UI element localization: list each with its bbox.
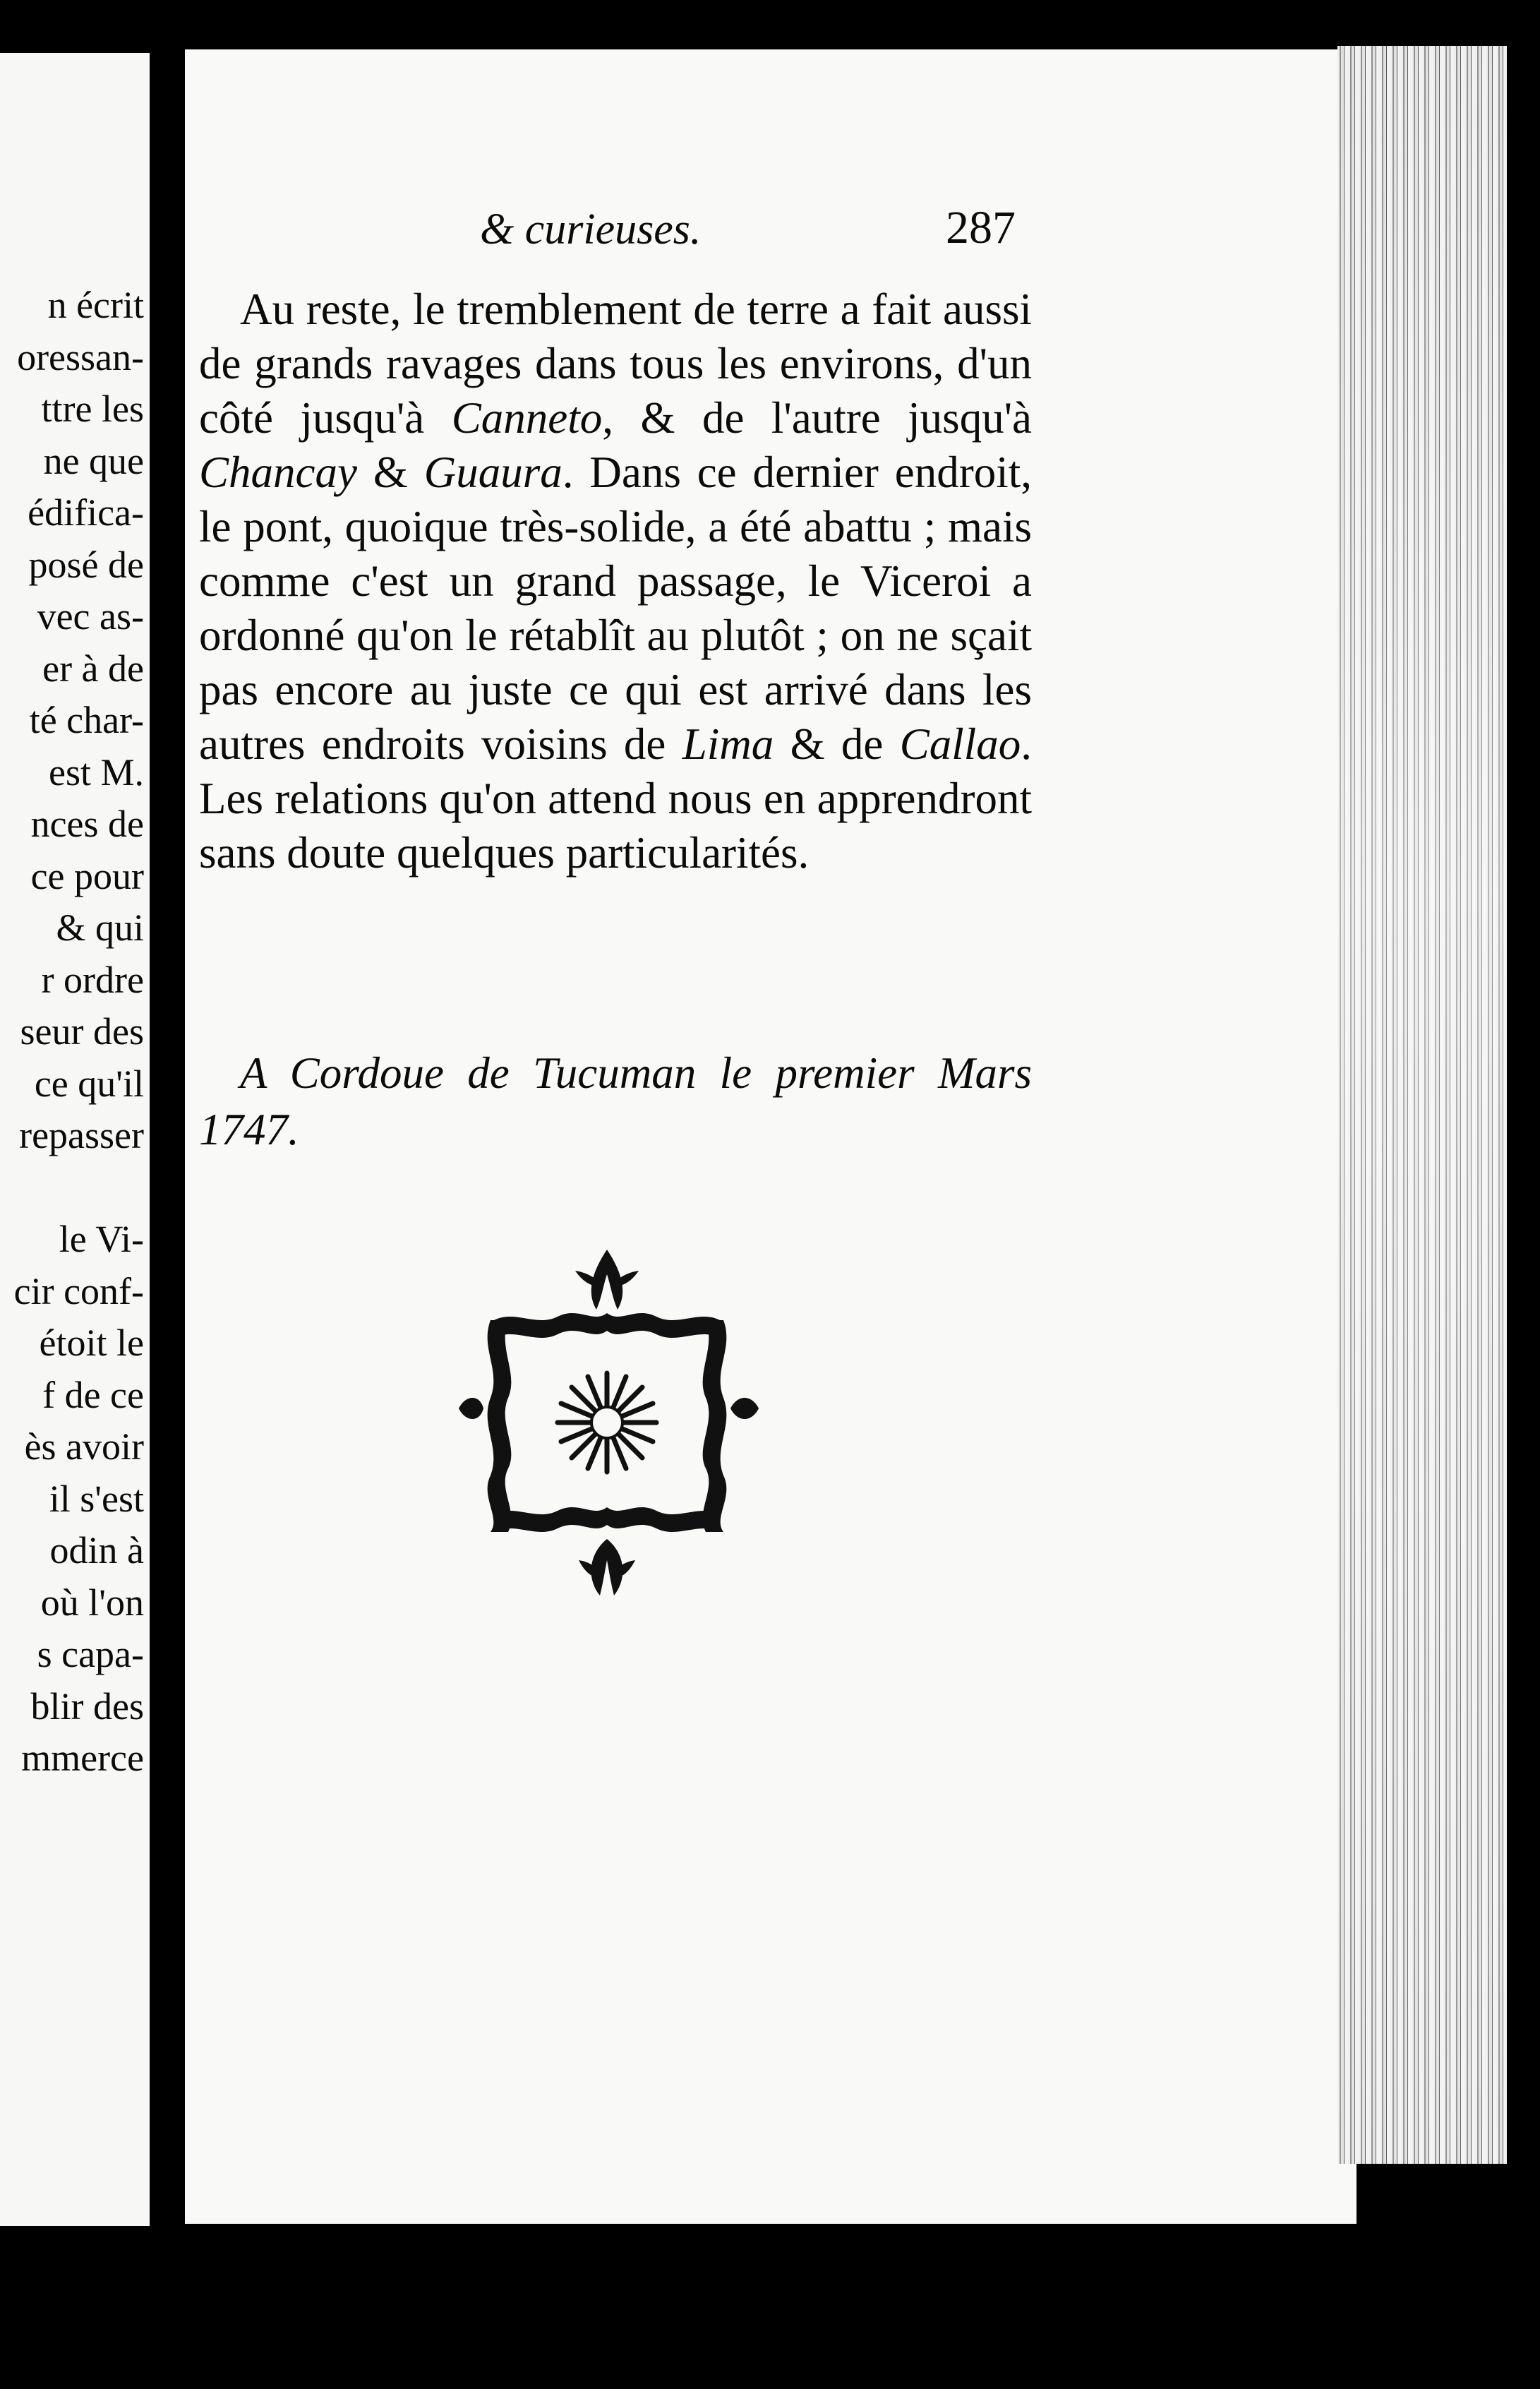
page-number: 287 [946,202,1016,253]
left-page-line: odin à [49,1529,144,1571]
place-name: Canneto [451,393,603,443]
left-page-line: ttre les [41,388,144,430]
left-page-line: posé de [28,543,144,586]
text-run: , & de l'autre jusqu'à [602,393,1033,443]
left-page-line: té char- [29,699,144,741]
left-page-line: s capa- [37,1633,144,1675]
left-page-line: f de ce [42,1373,144,1416]
place-name: Guaura [423,448,563,497]
left-page-line: blir des [30,1684,144,1728]
left-page-line: seur des [20,1010,144,1053]
left-page [0,53,150,2226]
left-page-line: étoit le [39,1322,144,1364]
left-page-line: est M. [49,750,144,794]
left-page-line: mmerce [21,1737,144,1779]
place-name: Lima [682,719,774,769]
left-page-line: ce qu'il [34,1062,144,1105]
text-run: Au reste, le tremblement de terre a fait aussi de grands ravages dans tous les environs, d'un côté jusqu'à [199,285,1032,443]
text-run: . Les relations qu'on attend nous en apprendront sans doute quelques particularités. [199,719,1032,878]
left-page-line: ès avoir [24,1425,144,1468]
text-run: & [356,448,424,497]
left-page-line: édifica- [28,491,144,534]
left-page-line: cir conf- [13,1269,144,1312]
left-page-line: n écrit [47,284,144,326]
fleuron-ornament-icon [452,1243,762,1610]
left-page-line: ce pour [30,854,144,897]
left-page-line: oressan- [17,335,144,378]
left-page-line: & qui [56,906,144,949]
place-name: Chancay [199,448,357,497]
left-page-line: le Vi- [59,1218,144,1260]
left-page-line: il s'est [49,1477,144,1520]
left-page-line: vec as- [37,595,144,637]
body-text [199,282,1032,880]
left-page-line: ne que [43,439,144,482]
left-page-line: er à de [42,647,144,690]
paragraph [199,282,1032,880]
running-head: & curieuses. [480,205,702,253]
place-name: Callao [899,719,1021,769]
page-edge-shading [1337,46,1507,2164]
text-run: & de [774,719,900,769]
closing-dateline: A Cordoue de Tucuman le premier Mars 1747. [199,1048,1032,1154]
left-page-line: r ordre [41,958,144,1001]
left-page-line: où l'on [40,1581,144,1624]
left-page-line: nces de [30,803,144,845]
text-run: . Dans ce dernier endroit, le pont, quoique très-solide, a été abattu ; mais comme c'est un grand passage, le Viceroi a ordonné qu'on le rétablît au plutôt ; on ne sçait pas encore au juste ce qui est arrivé dans les autres endroits voisins de [199,448,1032,769]
left-page-line: repasser [19,1114,144,1156]
